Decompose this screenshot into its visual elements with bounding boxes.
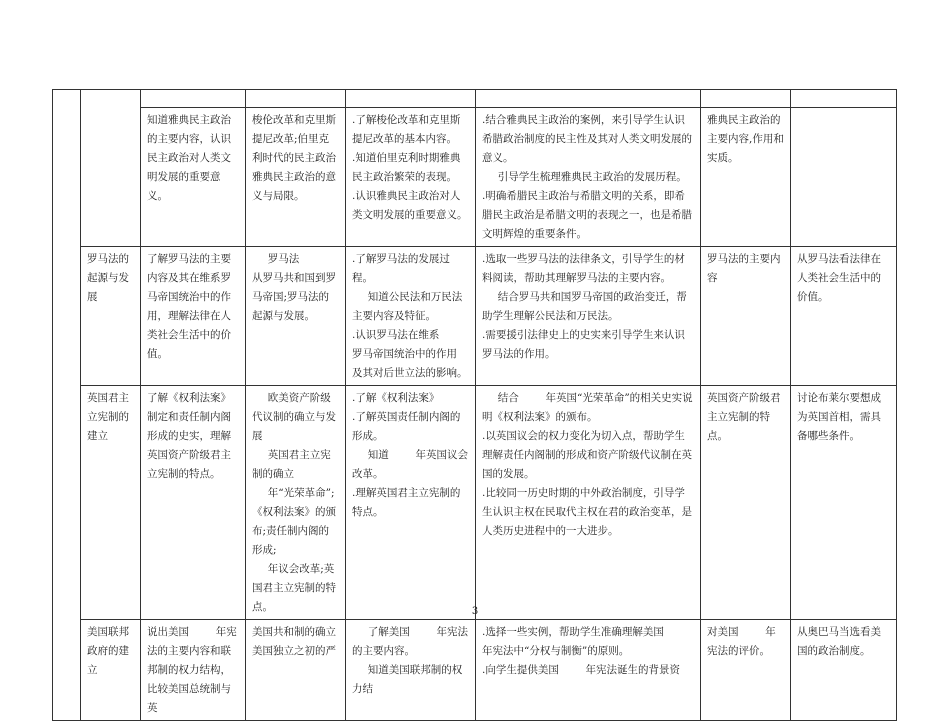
content-line: 《权利法案》的颁布;责任制内阁的形成; xyxy=(252,506,336,556)
evaluation-text: 罗马法的主要内容 xyxy=(707,253,781,284)
activity-line: .认识雅典民主政治对人类文明发展的重要意义。 xyxy=(352,190,468,221)
strategy-line: .需要援引法律史上的史实来引导学生来认识罗马法的作用。 xyxy=(482,329,685,360)
activity-line: .了解罗马法的发展过程。 xyxy=(352,253,450,284)
strategy-cell xyxy=(476,108,701,247)
content-line: 罗马法 xyxy=(267,253,300,265)
content-line: 年议会改革;英国君主立宪制的特点。 xyxy=(252,563,336,613)
activity-line: .了解英国责任制内阁的形成。 xyxy=(352,411,461,442)
strategy-cell xyxy=(476,247,701,386)
activity-cell xyxy=(346,90,476,108)
activity-line: 知道 年英国议会改革。 xyxy=(352,449,468,480)
standard-cell xyxy=(141,620,246,721)
activity-cell xyxy=(346,386,476,620)
standard-cell xyxy=(141,386,246,620)
content-line: 欧美资产阶级代议制的确立与发展 xyxy=(252,392,336,442)
curriculum-table xyxy=(52,89,897,721)
content-cell xyxy=(246,620,346,721)
table-row xyxy=(53,386,897,620)
topic-cell xyxy=(81,386,141,620)
activity-cell xyxy=(346,620,476,721)
strategy-line: 结合 年英国“光荣革命”的相关史实说明《权利法案》的颁布。 xyxy=(482,392,693,423)
standard-text: 知道雅典民主政治的主要内容，认识民主政治对人类文明发展的重要意义。 xyxy=(147,114,231,202)
activity-line: 了解美国 年宪法的主要内容。 xyxy=(352,626,468,657)
strategy-cell xyxy=(476,620,701,721)
content-cell xyxy=(246,108,346,247)
evaluation-text: 对美国 年宪法的评价。 xyxy=(707,626,776,657)
topic-cell xyxy=(81,620,141,721)
table-row xyxy=(53,620,897,721)
strategy-cell xyxy=(476,386,701,620)
table-row xyxy=(53,247,897,386)
strategy-line: .选取一些罗马法的法律条文，引导学生的材料阅读，帮助其理解罗马法的主要内容。 xyxy=(482,253,685,284)
activity-cell xyxy=(346,247,476,386)
strategy-line: .明确希腊民主政治与希腊文明的关系，即希腊民主政治是希腊文明的表现之一，也是希腊文明辉煌的重要条件。 xyxy=(482,190,692,240)
strategy-cell xyxy=(476,90,701,108)
extension-cell xyxy=(791,247,897,386)
strategy-line: .比较同一历史时期的中外政治制度，引导学生认识主权在民取代主权在君的政治变革，是人类历史进程中的一大进步。 xyxy=(482,487,692,537)
strategy-line: .向学生提供美国 年宪法诞生的背景资 xyxy=(482,664,681,676)
activity-line: .认识罗马法在维系 xyxy=(352,329,440,341)
activity-line: 及其对后世立法的影响。 xyxy=(352,367,468,379)
strategy-line: 结合罗马共和国罗马帝国的政治变迁，帮助学生理解公民法和万民法。 xyxy=(482,291,687,322)
standard-cell xyxy=(141,90,246,108)
content-text: 美国共和制的确立美国独立之初的严 xyxy=(252,626,336,657)
evaluation-cell xyxy=(701,247,791,386)
activity-line: .知道伯里克利时期雅典民主政治繁荣的表现。 xyxy=(352,152,461,183)
content-cell xyxy=(246,386,346,620)
activity-line: 知道美国联邦制的权力结 xyxy=(352,664,463,695)
content-line: 英国君主立宪制的确立 xyxy=(252,449,331,480)
extension-cell xyxy=(791,386,897,620)
standard-text: 了解《权利法案》制定和责任制内阁形成的史实，理解英国资产阶级君主立宪制的特点。 xyxy=(147,392,231,480)
blank-cell xyxy=(53,90,81,721)
activity-line: .了解梭伦改革和克里斯提尼改革的基本内容。 xyxy=(352,114,461,145)
standard-text: 说出美国 年宪法的主要内容和联邦制的权力结构，比较美国总统制与英 xyxy=(147,626,237,714)
standard-cell xyxy=(141,247,246,386)
strategy-line: 引导学生梳理雅典民主政治的发展历程。 xyxy=(497,171,687,183)
activity-line: 知道公民法和万民法主要内容及特征。 xyxy=(352,291,463,322)
topic-text: 美国联邦政府的建立 xyxy=(87,626,129,676)
extension-cell xyxy=(791,90,897,108)
activity-line: 罗马帝国统治中的作用 xyxy=(352,348,457,360)
content-cell xyxy=(246,90,346,108)
evaluation-text: 雅典民主政治的主要内容,作用和实质。 xyxy=(707,114,784,164)
topic-cell xyxy=(81,90,141,247)
activity-line: .了解《权利法案》 xyxy=(352,392,440,404)
page-number: 3 xyxy=(471,606,479,617)
extension-text: 讨论布莱尔要想成为英国首相，需具备哪些条件。 xyxy=(797,392,881,442)
extension-cell xyxy=(791,620,897,721)
table-row xyxy=(53,108,897,247)
content-text: 梭伦改革和克里斯提尼改革;伯里克利时代的民主政治雅典民主政治的意义与局限。 xyxy=(252,114,336,202)
strategy-line: .以英国议会的权力变化为切入点，帮助学生理解责任内阁制的形成和资产阶级代议制在英国的发展。 xyxy=(482,430,692,480)
content-cell xyxy=(246,247,346,386)
content-line: 年“光荣革命”; xyxy=(267,487,335,499)
activity-line: .理解英国君主立宪制的特点。 xyxy=(352,487,461,518)
evaluation-text: 英国资产阶级君主立宪制的特点。 xyxy=(707,392,781,442)
extension-text: 从罗马法看法律在人类社会生活中的价值。 xyxy=(797,253,881,303)
standard-text: 了解罗马法的主要内容及其在维系罗马帝国统治中的作用，理解法律在人类社会生活中的价值。 xyxy=(147,253,231,360)
topic-text: 罗马法的起源与发展 xyxy=(87,253,129,303)
content-line: 从罗马共和国到罗马帝国;罗马法的起源与发展。 xyxy=(252,272,336,322)
evaluation-cell xyxy=(701,386,791,620)
topic-cell xyxy=(81,247,141,386)
evaluation-cell xyxy=(701,620,791,721)
standard-cell xyxy=(141,108,246,247)
strategy-line: .结合雅典民主政治的案例，来引导学生认识希腊政治制度的民主性及其对人类文明发展的意义。 xyxy=(482,114,692,164)
topic-text: 英国君主立宪制的建立 xyxy=(87,392,129,442)
table-row xyxy=(53,90,897,108)
evaluation-cell xyxy=(701,108,791,247)
strategy-line: .选择一些实例，帮助学生准确理解美国 年宪法中“分权与制衡”的原则。 xyxy=(482,626,691,657)
extension-cell xyxy=(791,108,897,247)
evaluation-cell xyxy=(701,90,791,108)
activity-cell xyxy=(346,108,476,247)
extension-text: 从奥巴马当选看美国的政治制度。 xyxy=(797,626,881,657)
